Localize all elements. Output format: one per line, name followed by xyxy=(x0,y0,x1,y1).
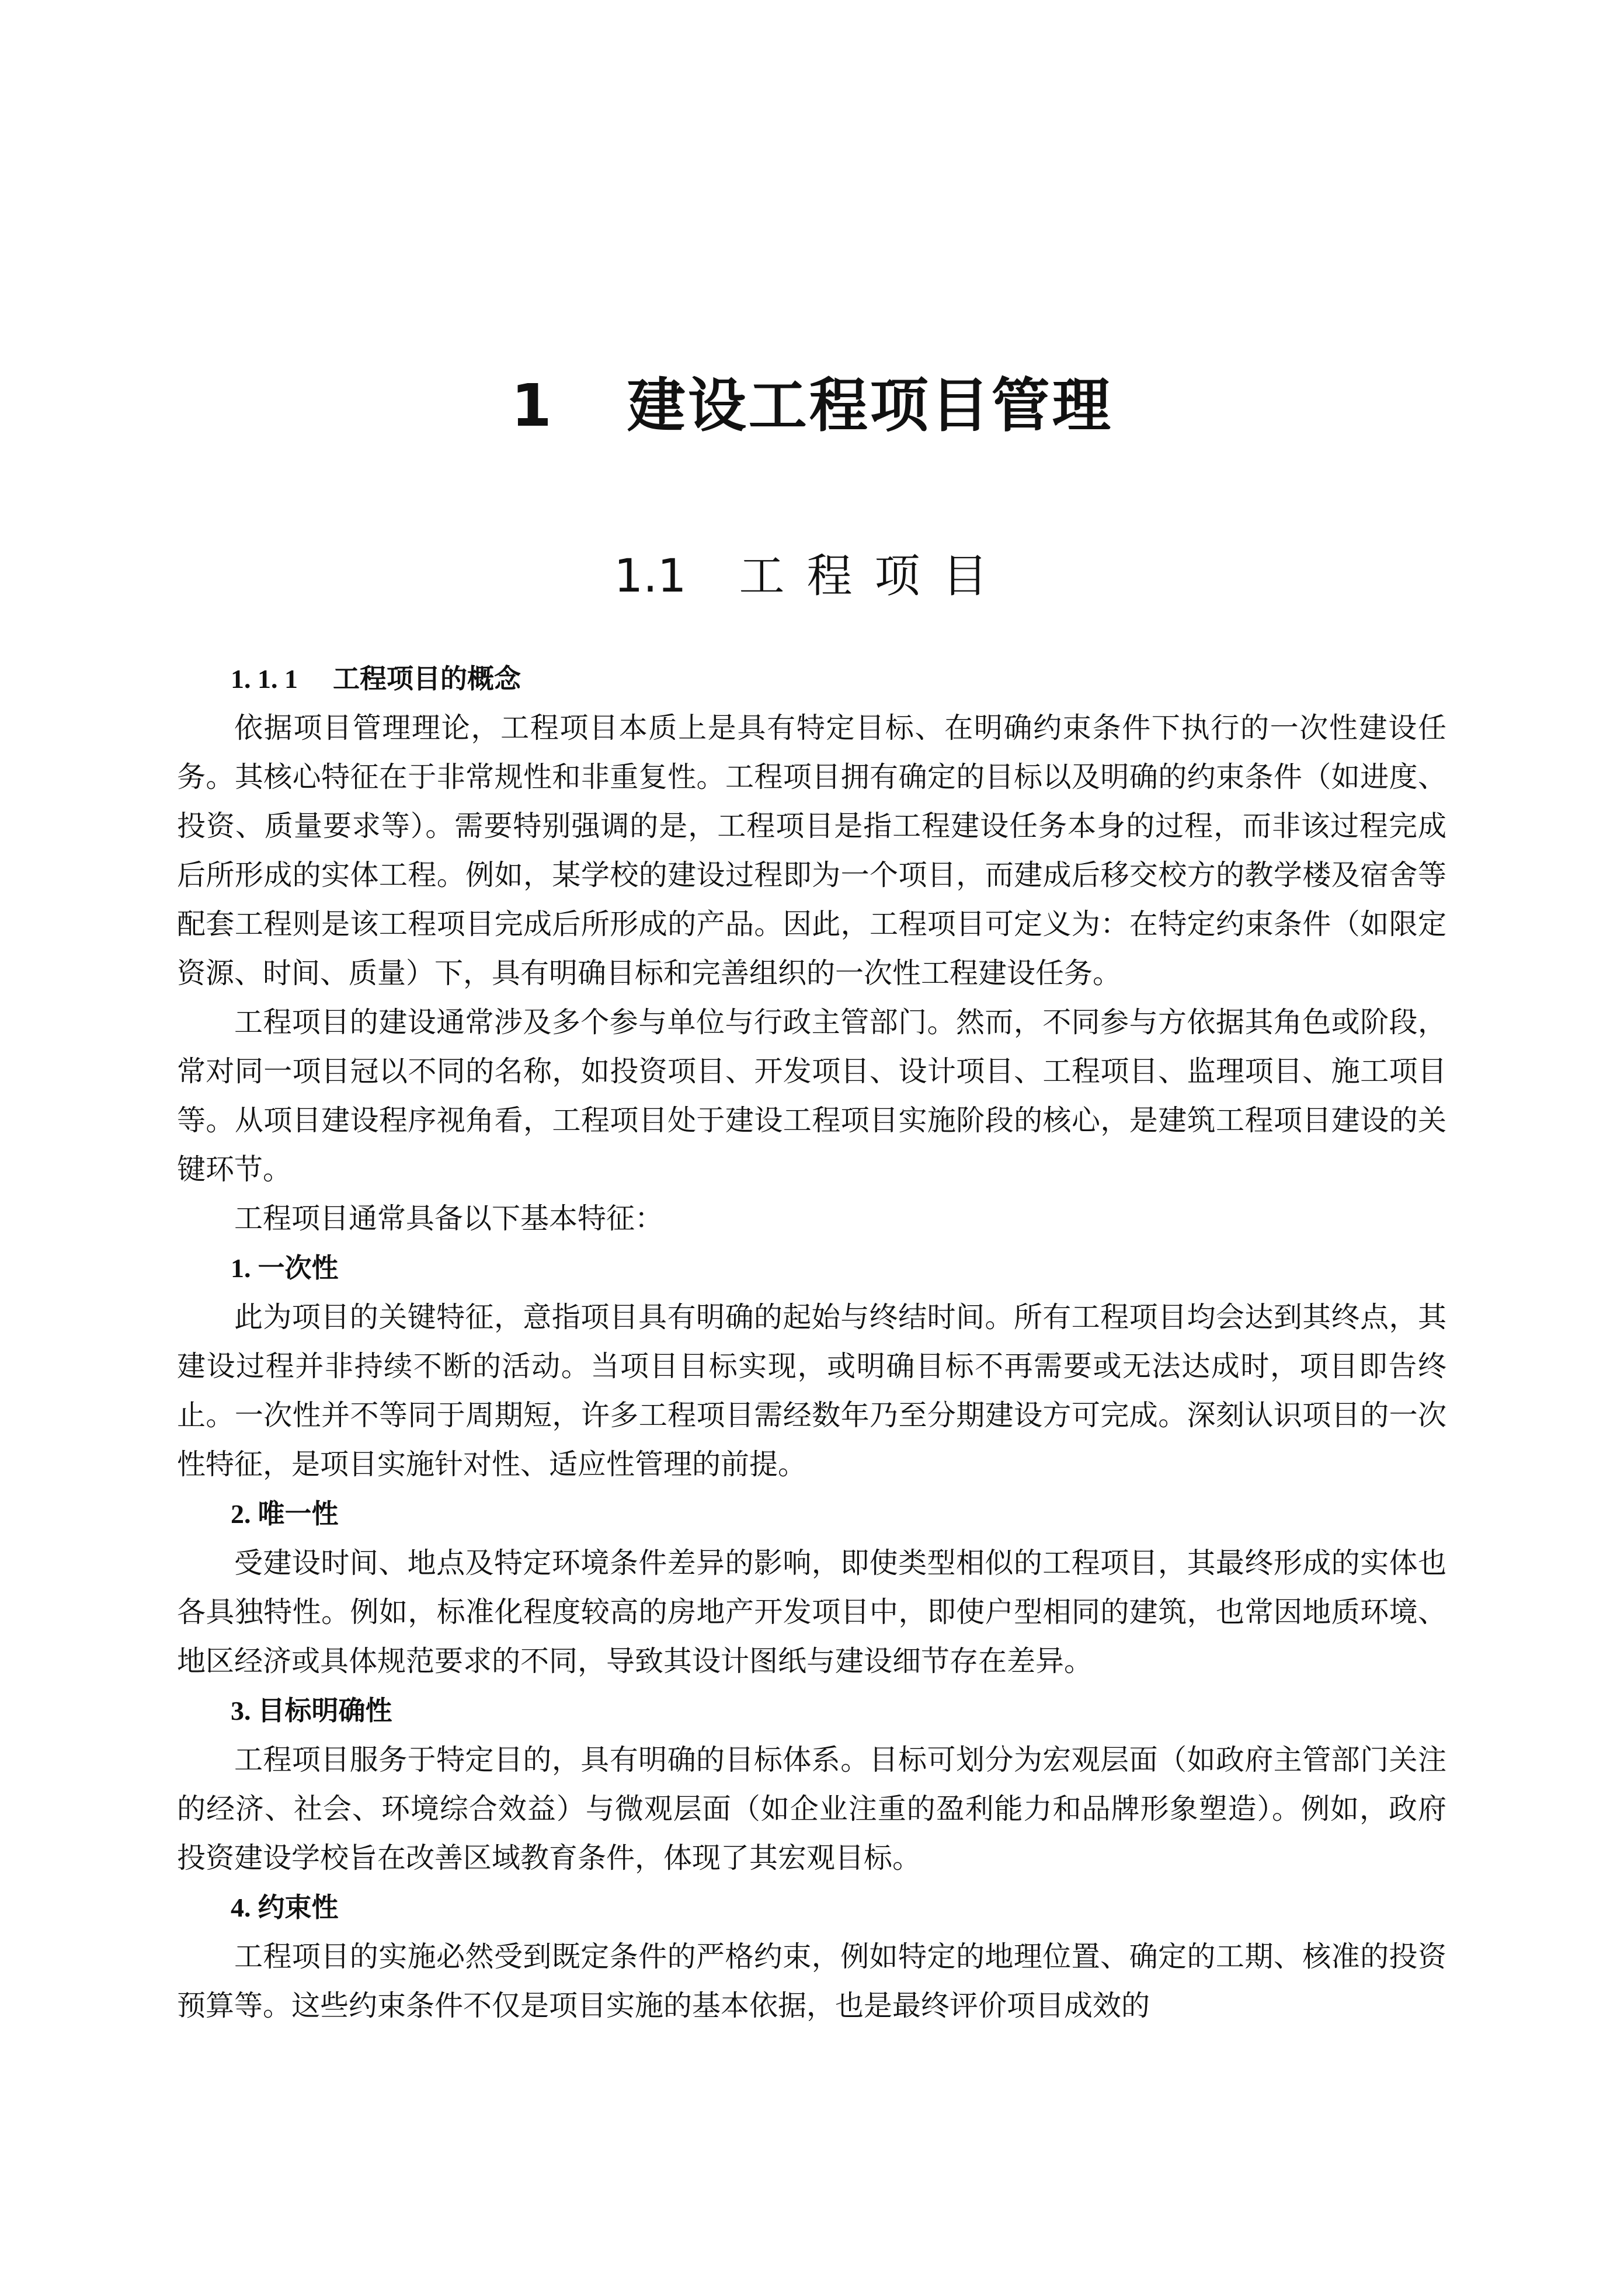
feature-title: 目标明确性 xyxy=(258,1695,392,1726)
feature-heading xyxy=(177,1489,1446,1539)
chapter-number: 1 xyxy=(511,371,554,440)
paragraph-participants: 工程项目的建设通常涉及多个参与单位与行政主管部门。然而，不同参与方依据其角色或阶段，常对同一项目冠以不同的名称，如投资项目、开发项目、设计项目、工程项目、监理项目、施工项目等。从项目建设程序视角看，工程项目处于建设工程项目实施阶段的核心，是建筑工程项目建设的关键环节。 xyxy=(177,1006,1446,1186)
feature-number: 4. xyxy=(231,1893,251,1922)
subsection-heading xyxy=(177,654,1446,704)
feature-heading xyxy=(177,1686,1446,1736)
paragraph-definition: 依据项目管理理论，工程项目本质上是具有特定目标、在明确约束条件下执行的一次性建设任务。其核心特征在于非常规性和非重复性。工程项目拥有确定的目标以及明确的约束条件（如进度、投资、质量要求等）。需要特别强调的是，工程项目是指工程建设任务本身的过程，而非该过程完成后所形成的实体工程。例如，某学校的建设过程即为一个项目，而建成后移交校方的教学楼及宿舍等配套工程则是该工程项目完成后所形成的产品。因此，工程项目可定义为：在特定约束条件（如限定资源、时间、质量）下，具有明确目标和完善组织的一次性工程建设任务。 xyxy=(177,711,1446,990)
feature-paragraph: 此为项目的关键特征，意指项目具有明确的起始与终结时间。所有工程项目均会达到其终点，其建设过程并非持续不断的活动。当项目目标实现，或明确目标不再需要或无法达成时，项目即告终止。一次性并不等同于周期短，许多工程项目需经数年乃至分期建设方可完成。深刻认识项目的一次性特征，是项目实施针对性、适应性管理的前提。 xyxy=(177,1300,1446,1481)
feature-paragraph: 工程项目的实施必然受到既定条件的严格约束，例如特定的地理位置、确定的工期、核准的投资预算等。这些约束条件不仅是项目实施的基本依据，也是最终评价项目成效的 xyxy=(177,1940,1446,2022)
section-title xyxy=(0,544,1624,608)
feature-paragraph: 工程项目服务于特定目的，具有明确的目标体系。目标可划分为宏观层面（如政府主管部门关注的经济、社会、环境综合效益）与微观层面（如企业注重的盈利能力和品牌形象塑造）。例如，政府投资建设学校旨在改善区域教育条件，体现了其宏观目标。 xyxy=(177,1743,1446,1875)
paragraph-features-intro: 工程项目通常具备以下基本特征： xyxy=(234,1202,664,1235)
body-text xyxy=(177,654,1446,2030)
feature-number: 3. xyxy=(231,1696,251,1726)
feature-heading xyxy=(177,1243,1446,1293)
feature-title: 约束性 xyxy=(258,1891,339,1923)
section-title-text: 工程项目 xyxy=(739,550,1010,603)
feature-heading xyxy=(177,1883,1446,1932)
chapter-title-text: 建设工程项目管理 xyxy=(627,371,1113,440)
chapter-title xyxy=(0,365,1624,447)
feature-number: 2. xyxy=(231,1499,251,1529)
feature-title: 唯一性 xyxy=(258,1498,339,1529)
section-number: 1.1 xyxy=(614,550,687,603)
feature-title: 一次性 xyxy=(258,1252,339,1284)
subsection-number: 1. 1. 1 xyxy=(231,664,298,694)
feature-paragraph: 受建设时间、地点及特定环境条件差异的影响，即使类型相似的工程项目，其最终形成的实体也各具独特性。例如，标准化程度较高的房地产开发项目中，即使户型相同的建筑，也常因地质环境、地区经济或具体规范要求的不同，导致其设计图纸与建设细节存在差异。 xyxy=(177,1546,1446,1678)
subsection-title: 工程项目的概念 xyxy=(333,663,521,694)
feature-number: 1. xyxy=(231,1253,251,1283)
